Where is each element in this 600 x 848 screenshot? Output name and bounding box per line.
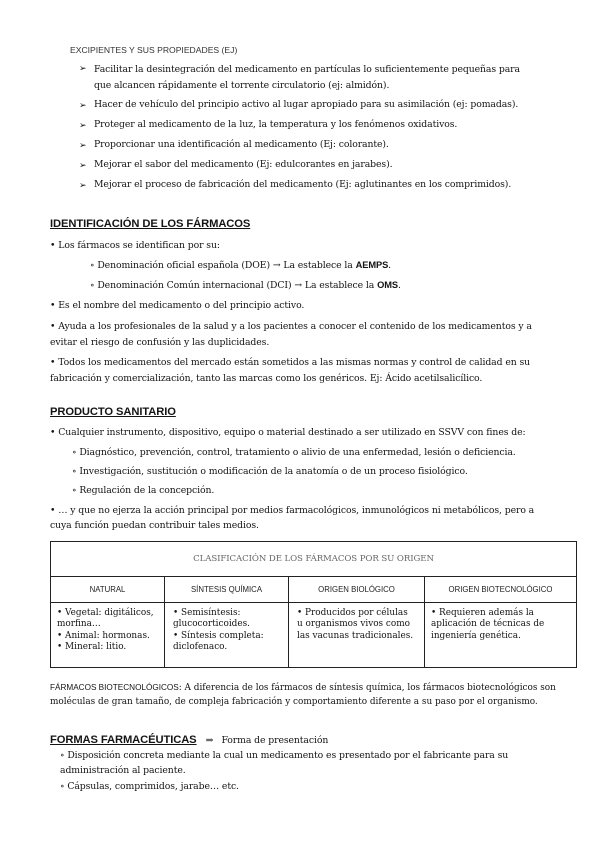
bullet-text: … y que no ejerza la acción principal por medios farmacológicos, inmunológicos ni metabólicos, pero a cuya función puedan contribuir tales medios.: [50, 505, 535, 531]
bullet-text: Todos los medicamentos del mercado están sometidos a las mismas normas y control de calidad en su fabricación y comercialización, tanto las marcas como los genéricos. Ej: Ácido acetilsalicílico.: [50, 357, 531, 384]
bullet-item: • Es el nombre del medicamento o del principio activo.: [50, 300, 305, 311]
bullet-text: Disposición concreta mediante la cual un medicamento es presentado por el fabricante para su administración al paciente.: [60, 750, 509, 776]
bullet-item: • … y que no ejerza la acción principal por medios farmacológicos, inmunológicos ni metabólicos, pero a cuya función puedan contribuir tales medios.: [50, 505, 535, 531]
sub-bullet-text: Investigación, sustitución o modificación de la anatomía o de un proceso fisiológico.: [79, 466, 468, 477]
sub-bullet-text: Denominación Común internacional (DCI) → La establece la: [97, 280, 378, 291]
table-cell-natural: [57, 608, 161, 654]
table-cell-line: • Vegetal: digitálicos, morfina…: [57, 608, 154, 630]
aemps-acronym: AEMPS: [355, 260, 389, 270]
sub-bullet-item: ∘ Denominación Común internacional (DCI) → La establece la OMS.: [90, 280, 401, 291]
excipient-item: Mejorar el proceso de fabricación del medicamento (Ej: aglutinantes en los comprimidos).: [94, 179, 512, 190]
arrow-bullet-icon: ➢: [79, 141, 87, 151]
table-cell-biologico: [297, 608, 415, 642]
biotec-note-label: FÁRMACOS BIOTECNOLÓGICOS: [50, 683, 179, 692]
table-header-sintesis: SÍNTESIS QUÍMICA: [165, 576, 288, 603]
bullet-text: Los fármacos se identifican por su:: [58, 240, 220, 251]
bullet-item: ∘ Cápsulas, comprimidos, jarabe… etc.: [60, 781, 239, 792]
section-heading-identificacion: IDENTIFICACIÓN DE LOS FÁRMACOS: [50, 218, 251, 230]
sub-bullet-text: Denominación oficial española (DOE) → La establece la: [97, 260, 356, 271]
arrow-bullet-icon: ➢: [79, 101, 87, 111]
arrow-bullet-icon: ➢: [79, 161, 87, 171]
excipient-item: Hacer de vehículo del principio activo al lugar apropiado para su asimilación (ej: pomadas).: [94, 99, 519, 110]
excipient-item: Proteger al medicamento de la luz, la temperatura y los fenómenos oxidativos.: [94, 119, 458, 130]
arrow-bullet-icon: ➢: [79, 181, 87, 191]
arrow-bullet-icon: ➢: [79, 64, 87, 74]
table-cell-biotecnologico: [431, 608, 559, 642]
table-cell-line: • Animal: hormonas.: [57, 630, 150, 641]
bullet-item: • Los fármacos se identifican por su:: [50, 240, 220, 251]
table-cell-line: • Requieren además la aplicación de técnicas de ingeniería genética.: [431, 608, 545, 641]
sub-bullet-text: Regulación de la concepción.: [79, 485, 215, 496]
oms-acronym: OMS: [377, 280, 398, 290]
sub-bullet-item: ∘ Regulación de la concepción.: [72, 485, 215, 496]
sub-bullet-item: ∘ Denominación oficial española (DOE) → La establece la AEMPS.: [90, 260, 392, 271]
formas-heading-row: [50, 728, 328, 747]
excipient-item: Facilitar la desintegración del medicamento en partículas lo suficientemente pequeñas para que alcancen rápidamente el torrente circulatorio (ej: almidón).: [94, 64, 520, 91]
table-divider: [424, 576, 425, 667]
table-cell-line: • Síntesis completa: diclofenaco.: [173, 630, 264, 653]
excipients-title: EXCIPIENTES Y SUS PROPIEDADES (EJ): [70, 45, 238, 55]
bullet-text: Es el nombre del medicamento o del principio activo.: [58, 300, 305, 311]
table-header-biologico: ORIGEN BIOLÓGICO: [289, 576, 424, 603]
bullet-item: ∘ Disposición concreta mediante la cual un medicamento es presentado por el fabricante para su administración al paciente.: [60, 750, 509, 776]
sub-bullet-text: Diagnóstico, prevención, control, tratamiento o alivio de una enfermedad, lesión o deficiencia.: [79, 447, 516, 458]
bullet-item: • Todos los medicamentos del mercado están sometidos a las mismas normas y control de calidad en su fabricación y comercialización, tanto las marcas como los genéricos. Ej: Ácido acetilsalicílico.: [50, 357, 531, 384]
bullet-item: • Ayuda a los profesionales de la salud y a los pacientes a conocer el contenido de los medicamentos y a evitar el riesgo de confusión y las duplicidades.: [50, 321, 532, 348]
double-arrow-icon: ⇒: [205, 735, 214, 746]
arrow-bullet-icon: ➢: [79, 121, 87, 131]
table-header-biotecnologico: ORIGEN BIOTECNOLÓGICO: [425, 576, 576, 603]
bullet-item: • Cualquier instrumento, dispositivo, equipo o material destinado a ser utilizado en SSVV con fines de:: [50, 427, 526, 438]
biotec-note: [50, 681, 560, 709]
excipient-item: Mejorar el sabor del medicamento (Ej: edulcorantes en jarabes).: [94, 159, 393, 170]
punctuation: .: [388, 260, 392, 271]
bullet-text: Cualquier instrumento, dispositivo, equipo o material destinado a ser utilizado en SSVV con fines de:: [58, 427, 526, 438]
sub-bullet-item: ∘ Investigación, sustitución o modificación de la anatomía o de un proceso fisiológico.: [72, 466, 468, 477]
formas-subtitle: Forma de presentación: [221, 735, 329, 746]
table-caption: CLASIFICACIÓN DE LOS FÁRMACOS POR SU ORIGEN: [51, 542, 576, 577]
excipient-item: Proporcionar una identificación al medicamento (Ej: colorante).: [94, 139, 389, 150]
bullet-text: Cápsulas, comprimidos, jarabe… etc.: [67, 781, 239, 792]
punctuation: .: [397, 280, 401, 291]
table-cell-sintesis: [173, 608, 283, 654]
biotec-note-text: : A diferencia de los fármacos de síntesis química, los fármacos biotecnológicos son moléculas de gran tamaño, de compleja fabricación y comportamiento diferente a su paso por el organismo.: [50, 683, 556, 707]
section-heading-producto: PRODUCTO SANITARIO: [50, 406, 176, 418]
table-cell-line: • Producidos por células u organismos vivos como las vacunas tradicionales.: [297, 608, 414, 641]
classification-table: [50, 541, 577, 668]
table-divider: [164, 576, 165, 667]
bullet-text: Ayuda a los profesionales de la salud y a los pacientes a conocer el contenido de los medicamentos y a evitar el riesgo de confusión y las duplicidades.: [50, 321, 532, 348]
section-heading-formas: FORMAS FARMACÉUTICAS: [50, 734, 197, 746]
sub-bullet-item: ∘ Diagnóstico, prevención, control, tratamiento o alivio de una enfermedad, lesión o deficiencia.: [72, 447, 516, 458]
table-cell-line: • Semisíntesis: glucocorticoides.: [173, 608, 250, 630]
table-header-natural: NATURAL: [51, 576, 164, 603]
table-cell-line: • Mineral: litio.: [57, 642, 127, 653]
table-divider: [288, 576, 289, 667]
